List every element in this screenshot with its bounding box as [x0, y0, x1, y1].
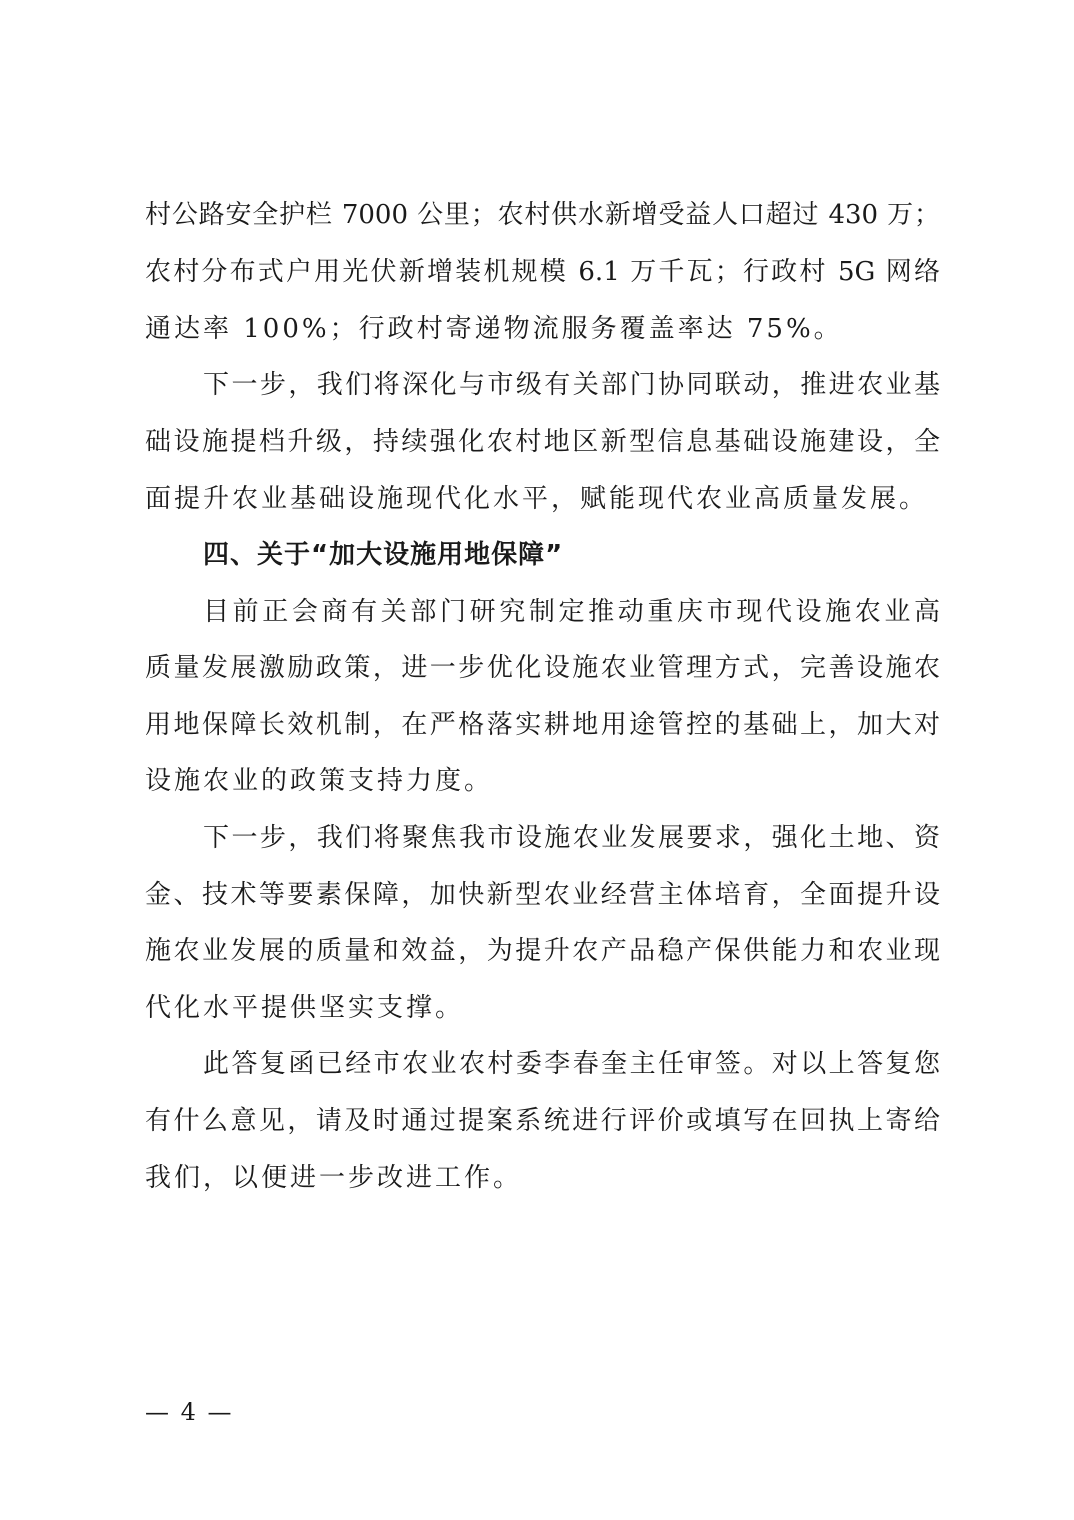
body-text-line: 农村分布式户用光伏新增装机规模 6.1 万千瓦；行政村 5G 网络 — [145, 257, 940, 287]
body-text-line: 代化水平提供坚实支撑。 — [145, 993, 465, 1023]
body-text-line: 施农业发展的质量和效益，为提升农产品稳产保供能力和农业现 — [145, 936, 940, 966]
body-text-line: 有什么意见，请及时通过提案系统进行评价或填写在回执上寄给 — [145, 1106, 940, 1136]
body-text-line: 金、技术等要素保障，加快新型农业经营主体培育，全面提升设 — [145, 880, 940, 910]
body-text-line: 下一步，我们将聚焦我市设施农业发展要求，强化土地、资 — [203, 823, 940, 853]
body-text-line: 目前正会商有关部门研究制定推动重庆市现代设施农业高 — [203, 597, 940, 627]
body-text-line: 面提升农业基础设施现代化水平，赋能现代农业高质量发展。 — [145, 484, 929, 514]
section-heading: 四、关于“加大设施用地保障” — [203, 540, 564, 570]
body-text-line: 通达率 100%；行政村寄递物流服务覆盖率达 75%。 — [145, 314, 843, 344]
body-text-line: 下一步，我们将深化与市级有关部门协同联动，推进农业基 — [203, 370, 940, 400]
body-text-line: 用地保障长效机制，在严格落实耕地用途管控的基础上，加大对 — [145, 710, 940, 740]
body-text-line: 我们，以便进一步改进工作。 — [145, 1163, 523, 1193]
page-number: — 4 — — [145, 1398, 234, 1426]
body-text-line: 质量发展激励政策，进一步优化设施农业管理方式，完善设施农 — [145, 653, 940, 683]
body-text-line: 村公路安全护栏 7000 公里；农村供水新增受益人口超过 430 万； — [145, 200, 940, 230]
body-text-line: 设施农业的政策支持力度。 — [145, 766, 494, 796]
body-text-line: 础设施提档升级，持续强化农村地区新型信息基础设施建设，全 — [145, 427, 940, 457]
body-text-line: 此答复函已经市农业农村委李春奎主任审签。对以上答复您 — [203, 1049, 940, 1079]
